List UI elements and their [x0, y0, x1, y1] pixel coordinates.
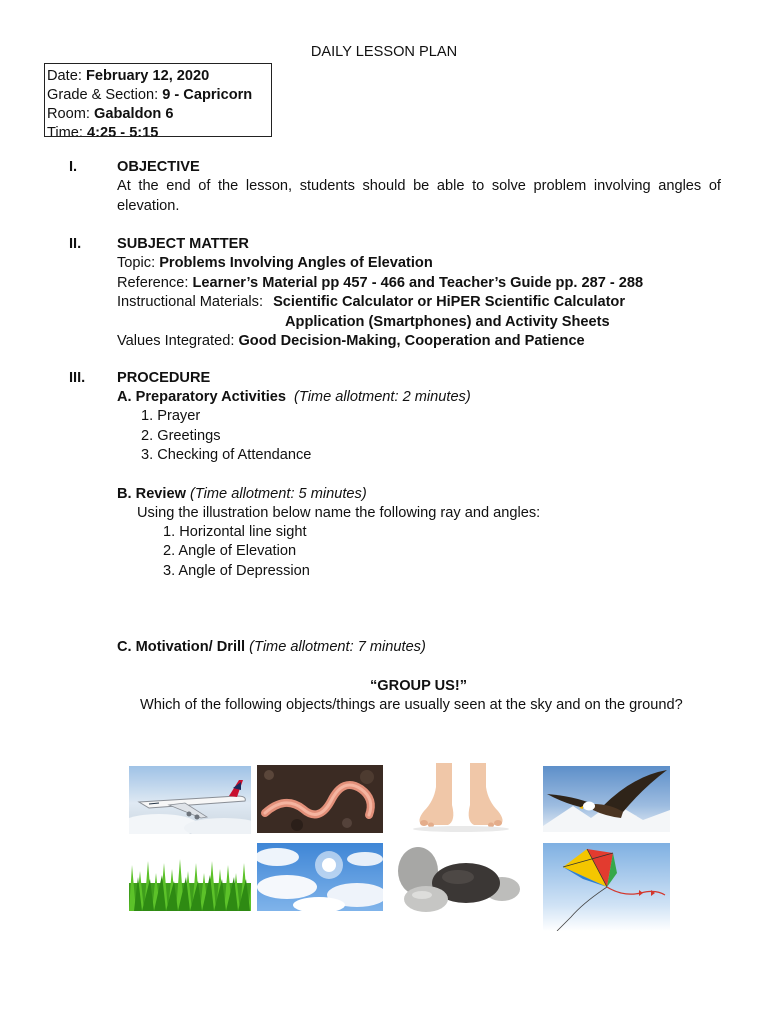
list-item: 2. Greetings — [141, 428, 221, 444]
document-title: DAILY LESSON PLAN — [310, 44, 458, 60]
time-label: Time: — [47, 125, 83, 137]
grade-row — [47, 86, 252, 105]
subject-matter-numeral: II. — [69, 236, 82, 252]
list-item: 2. Angle of Elevation — [163, 543, 297, 559]
list-item: 1. Prayer — [141, 408, 201, 424]
grade-value: 9 - Capricorn — [162, 87, 253, 103]
motivation-heading-line — [117, 638, 426, 658]
list-item: 3. Checking of Attendance — [141, 447, 312, 463]
eagle-picture — [543, 766, 670, 832]
review-heading: B. Review — [117, 486, 186, 502]
reference-line — [117, 274, 643, 294]
date-row — [47, 67, 209, 86]
lesson-info-box — [44, 63, 272, 137]
room-value: Gabaldon 6 — [94, 106, 174, 122]
values-value: Good Decision-Making, Cooperation and Patience — [238, 333, 585, 349]
preparatory-heading: A. Preparatory Activities — [117, 389, 286, 405]
topic-value: Problems Involving Angles of Elevation — [159, 255, 433, 271]
values-line — [117, 332, 585, 352]
topic-line — [117, 254, 433, 274]
room-row — [47, 105, 174, 124]
topic-label: Topic: — [117, 255, 156, 271]
materials-label: Instructional Materials: — [117, 294, 263, 310]
activity-title: “GROUP US!” — [370, 678, 468, 694]
reference-value: Learner’s Material pp 457 - 466 and Teacher’s Guide pp. 287 - 288 — [192, 275, 644, 291]
bare-feet-picture — [400, 763, 522, 833]
materials-value-1: Scientific Calculator or HiPER Scientific Calculator — [273, 294, 626, 310]
kite-picture — [543, 843, 670, 931]
date-value: February 12, 2020 — [85, 68, 210, 84]
review-instruction: Using the illustration below name the following ray and angles: — [137, 505, 541, 521]
review-time: (Time allotment: 5 minutes) — [190, 486, 367, 502]
preparatory-heading-line — [117, 388, 471, 408]
earthworm-picture — [257, 765, 383, 833]
objective-text: At the end of the lesson, students should be able to solve problem involving angles of elevation. — [117, 178, 721, 214]
list-item: 1. Horizontal line sight — [163, 524, 307, 540]
procedure-heading: PROCEDURE — [117, 370, 211, 386]
subject-matter-heading: SUBJECT MATTER — [117, 236, 249, 252]
date-label: Date: — [47, 68, 82, 84]
materials-value-2: Application (Smartphones) and Activity Sheets — [285, 314, 610, 330]
motivation-heading: C. Motivation/ Drill — [117, 639, 246, 655]
objective-numeral: I. — [69, 159, 78, 175]
motivation-time: (Time allotment: 7 minutes) — [249, 639, 426, 655]
time-value: 4:25 - 5:15 — [87, 125, 159, 137]
grass-picture — [129, 843, 251, 911]
room-label: Room: — [47, 106, 90, 122]
materials-line — [117, 293, 625, 313]
stones-picture — [396, 841, 522, 913]
grade-label: Grade & Section: — [47, 87, 159, 103]
airplane-picture — [129, 766, 251, 834]
list-item: 3. Angle of Depression — [163, 563, 310, 579]
reference-label: Reference: — [117, 275, 189, 291]
activity-question: Which of the following objects/things are usually seen at the sky and on the ground? — [140, 697, 683, 713]
values-label: Values Integrated: — [117, 333, 235, 349]
time-row — [47, 124, 158, 137]
preparatory-time: (Time allotment: 2 minutes) — [294, 389, 471, 405]
procedure-numeral: III. — [69, 370, 86, 386]
objective-heading: OBJECTIVE — [117, 159, 200, 175]
sunny-sky-picture — [257, 843, 383, 911]
review-heading-line — [117, 485, 367, 505]
